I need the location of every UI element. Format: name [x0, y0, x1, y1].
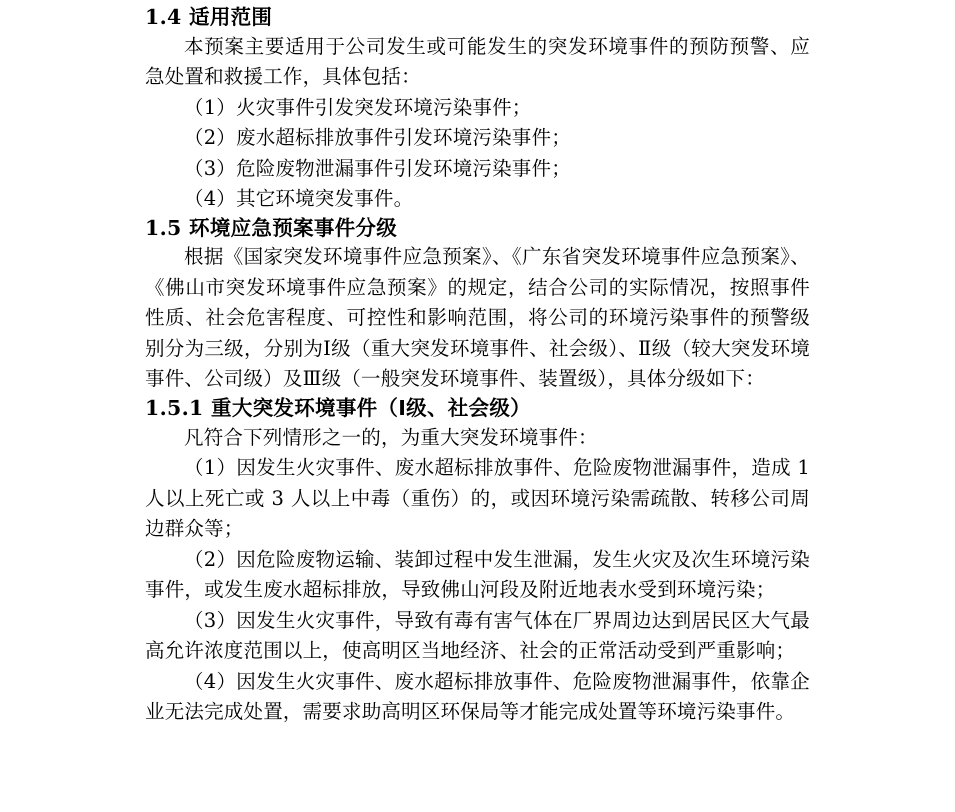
document-body — [145, 0, 810, 728]
heading-1-5-number: 1.5 — [145, 215, 182, 240]
paragraph-1-4-item-1: （1）火灾事件引发突发环境污染事件； — [184, 95, 532, 119]
heading-1-5 — [145, 215, 810, 243]
paragraph-1-5-1-item-4: （4）因发生火灾事件、废水超标排放事件、危险废物泄漏事件，依靠企业无法完成处置，需要求助高明区环保局等才能完成处置等环境污染事件。 — [145, 669, 810, 724]
paragraph-1-5-1-item-1: （1）因发生火灾事件、废水超标排放事件、危险废物泄漏事件，造成 1 人以上死亡或 3 人以上中毒（重伤）的，或因环境污染需疏散、转移公司周边群众等； — [145, 456, 810, 541]
heading-1-5-1-number: 1.5.1 — [145, 395, 204, 420]
paragraph-1-5-1-item-3: （3）因发生火灾事件，导致有毒有害气体在厂界周边达到居民区大气最高允许浓度范围以上，使高明区当地经济、社会的正常活动受到严重影响； — [145, 608, 810, 663]
heading-1-5-1-title: 重大突发环境事件（I级、社会级） — [211, 395, 531, 420]
paragraph-1-4-intro: 本预案主要适用于公司发生或可能发生的突发环境事件的预防预警、应急处置和救援工作，具体包括： — [145, 34, 810, 89]
paragraph-1-4-item-3: （3）危险废物泄漏事件引发环境污染事件； — [184, 156, 571, 180]
paragraph-1-4-item-2: （2）废水超标排放事件引发环境污染事件； — [184, 126, 571, 150]
heading-1-5-1 — [145, 395, 810, 423]
paragraph-1-5-1-item-2: （2）因危险废物运输、装卸过程中发生泄漏，发生火灾及次生环境污染事件，或发生废水超标排放，导致佛山河段及附近地表水受到环境污染； — [145, 547, 810, 602]
heading-1-4-number: 1.4 — [145, 5, 182, 29]
paragraph-1-5-1-intro: 凡符合下列情形之一的，为重大突发环境事件： — [184, 425, 598, 449]
paragraph-1-5-body: 根据《国家突发环境事件应急预案》、《广东省突发环境事件应急预案》、《佛山市突发环境事件应急预案》的规定，结合公司的实际情况，按照事件性质、社会危害程度、可控性和影响范围，将公司的环境污染事件的预警级别分为三级，分别为I级（重大突发环境事件、社会级）、Ⅱ级（较大突发环境事件、公司级）及Ⅲ级（一般突发环境事件、装置级），具体分级如下： — [145, 245, 810, 391]
paragraph-1-4-item-4: （4）其它环境突发事件。 — [184, 187, 414, 211]
heading-1-4-title: 适用范围 — [189, 5, 273, 29]
heading-1-4 — [145, 4, 810, 32]
heading-1-5-title: 环境应急预案事件分级 — [189, 215, 398, 240]
